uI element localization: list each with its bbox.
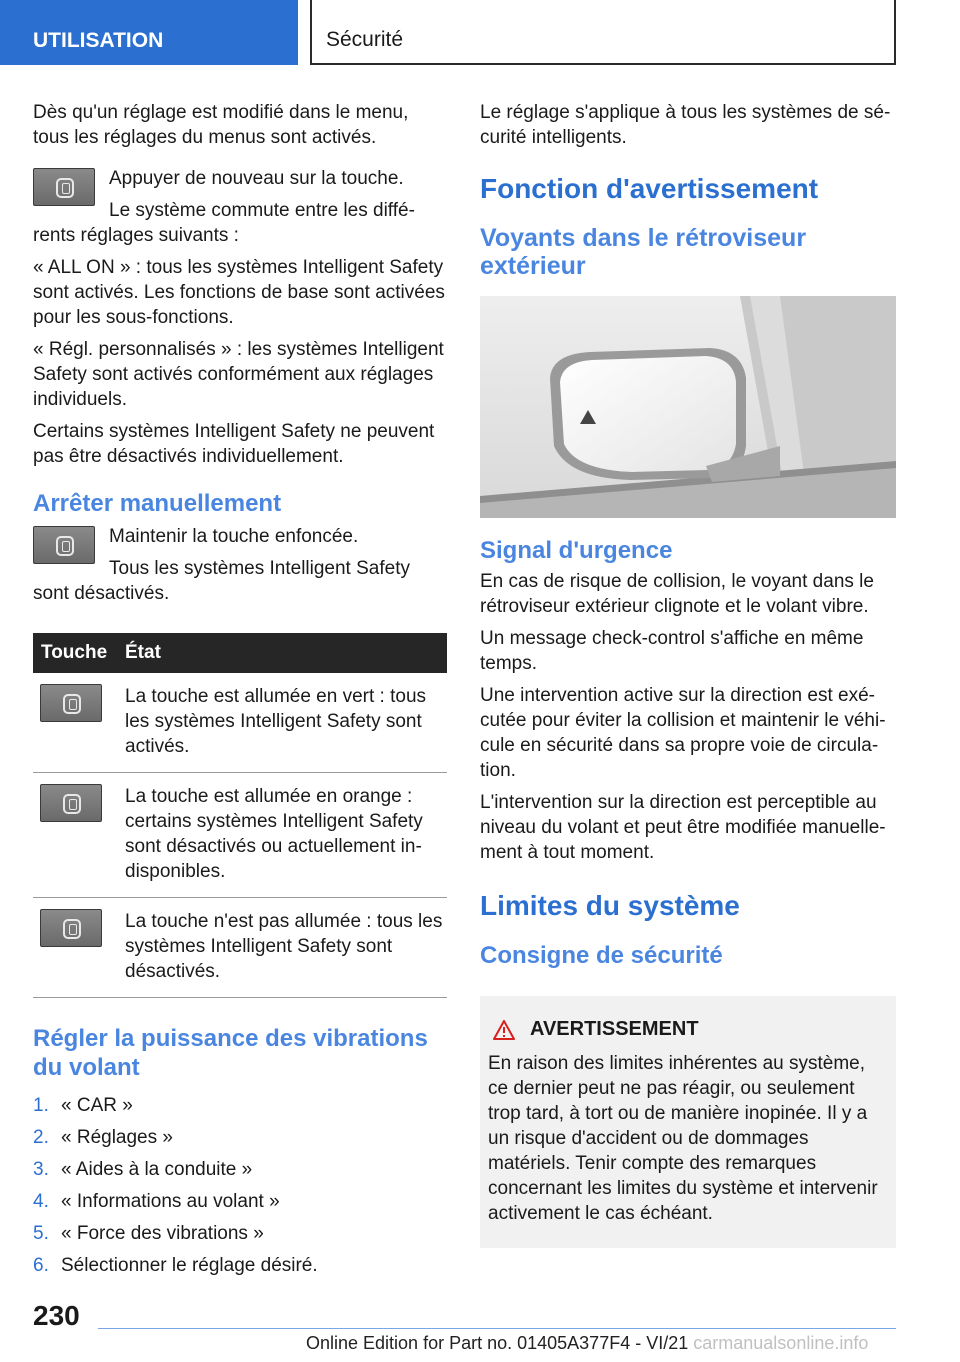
table-row: [33, 773, 447, 898]
footer-watermark: carmanualsonline.info: [693, 1333, 869, 1353]
right-column: [480, 100, 896, 1248]
footer-edition: [306, 1333, 868, 1354]
table-row: [33, 673, 447, 773]
paragraph: Le réglage s'applique à tous les systèmes de sécurité intelligents.: [480, 102, 891, 148]
list-item: 3. « Aides à la conduite »: [33, 1159, 253, 1180]
section-heading: Limites du système: [480, 890, 740, 921]
safety-button-green-icon: [40, 684, 102, 722]
table-header-state: État: [125, 633, 447, 673]
section-heading: Arrêter manuellement: [33, 490, 282, 517]
table-cell-state: La touche est allumée en orange : certains systèmes Intelligent Safety sont désactivés ou actuellement indisponibles.: [125, 773, 447, 898]
header-topic: [310, 0, 896, 65]
safety-button-orange-icon: [40, 784, 102, 822]
paragraph: L'intervention sur la direction est perceptible au niveau du volant et peut être modifiée manuellement à tout moment.: [480, 792, 886, 863]
paragraph: « Régl. personnalisés » : les systèmes Intelligent Safety sont activés conformément aux réglages individuels.: [33, 339, 444, 410]
paragraph: En cas de risque de collision, le voyant dans le rétroviseur extérieur clignote et le volant vibre.: [480, 571, 874, 617]
section-heading: Régler la puissance des vibrations du volant: [33, 1025, 428, 1081]
left-column: [33, 100, 447, 1282]
footer-divider: [98, 1328, 896, 1329]
header-topic-label: Sécurité: [326, 28, 404, 51]
list-item: 6. Sélectionner le réglage désiré.: [33, 1255, 318, 1276]
key-state-table: [33, 633, 447, 998]
header-section: [0, 0, 298, 65]
list-item: 1. « CAR »: [33, 1095, 133, 1116]
safety-button-icon: [33, 526, 95, 564]
key-instruction: [33, 524, 447, 606]
side-mirror-illustration: [480, 296, 896, 518]
warning-title: AVERTISSEMENT: [530, 1018, 699, 1040]
safety-button-icon: [33, 168, 95, 206]
sub-heading: Signal d'urgence: [480, 537, 673, 564]
table-cell-state: La touche n'est pas allumée : tous les systèmes Intelligent Safety sont désactivés.: [125, 898, 447, 998]
sub-heading: Consigne de sécurité: [480, 942, 723, 969]
paragraph: Certains systèmes Intelligent Safety ne peuvent pas être désactivés individuellement.: [33, 421, 435, 467]
paragraph: Un message check-control s'affiche en même temps.: [480, 628, 864, 674]
warning-triangle-icon: [492, 1019, 516, 1041]
safety-button-off-icon: [40, 909, 102, 947]
paragraph: Tous les systèmes Intelligent Safety sont désactivés.: [33, 558, 410, 604]
list-item: 5. « Force des vibrations »: [33, 1223, 264, 1244]
table-cell-state: La touche est allumée en vert : tous les systèmes Intelligent Safety sont activés.: [125, 673, 447, 773]
key-instruction: [33, 166, 447, 248]
list-item: 2. « Réglages »: [33, 1127, 173, 1148]
paragraph: Maintenir la touche enfoncée.: [109, 526, 359, 547]
warning-text: En raison des limites inhérentes au système, ce dernier peut ne pas réagir, ou seulement trop tard, à tort ou de manière inopinée. Il y a un risque d'accident ou de dommages matériels. Tenir compte des remarques concernant les limites du système et intervenir activement le cas échéant.: [488, 1053, 878, 1224]
page-number: 230: [33, 1300, 80, 1331]
paragraph: « ALL ON » : tous les systèmes Intelligent Safety sont activés. Les fonctions de base sont activées pour les sous-fonctions.: [33, 257, 445, 328]
list-item: 4. « Informations au volant »: [33, 1191, 280, 1212]
header-section-label: UTILISATION: [33, 29, 164, 52]
steps-list: [33, 1090, 447, 1282]
paragraph: Appuyer de nouveau sur la touche.: [109, 168, 404, 189]
warning-header: [488, 1018, 888, 1041]
footer-edition-text: Online Edition for Part no. 01405A377F4 - VI/21: [306, 1333, 689, 1353]
sub-heading: Voyants dans le rétroviseur extérieur: [480, 224, 807, 280]
table-row: [33, 898, 447, 998]
table-header-key: Touche: [33, 633, 125, 673]
paragraph: Une intervention active sur la direction est exécutée pour éviter la collision et maintenir le véhicule en sécurité dans sa propre voie de circulation.: [480, 685, 886, 781]
paragraph: Le système commute entre les différents réglages suivants :: [33, 200, 415, 246]
section-heading: Fonction d'avertissement: [480, 173, 819, 204]
warning-box: [480, 996, 896, 1248]
paragraph: Dès qu'un réglage est modifié dans le menu, tous les réglages du menus sont activés.: [33, 102, 409, 148]
